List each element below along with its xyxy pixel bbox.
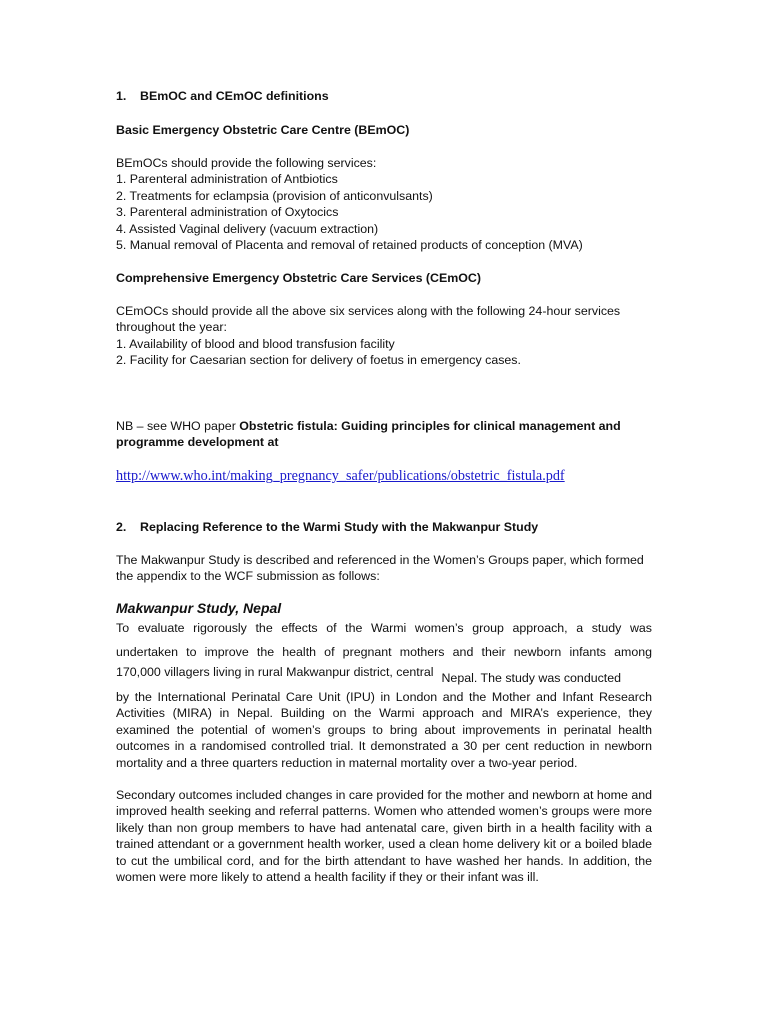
nb-note: [116, 418, 652, 451]
paragraph-line: To evaluate rigorously the effects of the Warmi women’s group approach, a study was: [116, 621, 652, 635]
study-paragraph-body: by the International Perinatal Care Unit (IPU) in London and the Mother and Infant Research Activities (MIRA) in Nepal. Building on the Warmi approach and MIRA’s experience, they examined the potential of women’s groups to bring about improvements in perinatal health outcomes in a randomised controlled trial. It demonstrated a 30 per cent reduction in newborn mortality and a three quarters reduction in maternal mortality over a two-year period.: [116, 690, 652, 770]
bemoc-intro: BEmOCs should provide the following services:: [116, 156, 377, 170]
cemoc-heading: Comprehensive Emergency Obstetric Care Services (CEmOC): [116, 271, 481, 285]
section-1-heading: [116, 88, 652, 104]
section-2-number: 2.: [116, 520, 127, 534]
section-2-intro: The Makwanpur Study is described and referenced in the Women’s Groups paper, which formed the appendix to the WCF submission as follows:: [116, 553, 644, 584]
section-1-title: BEmOC and CEmOC definitions: [140, 89, 329, 103]
cemoc-list: [116, 303, 652, 369]
who-paper-link[interactable]: http://www.who.int/making_pregnancy_safer/publications/obstetric_fistula.pdf: [116, 468, 565, 484]
paragraph-line: undertaken to improve the health of pregnant mothers and their newborn infants among: [116, 645, 652, 659]
list-item: 1. Parenteral administration of Antbiotics: [116, 172, 338, 187]
list-item: 4. Assisted Vaginal delivery (vacuum extraction): [116, 221, 379, 236]
list-item: 2. Treatments for eclampsia (provision of anticonvulsants): [116, 188, 433, 203]
secondary-outcomes-paragraph: Secondary outcomes included changes in care provided for the mother and newborn at home and improved health seeking and referral patterns. Women who attended women’s groups were more likely than non group members to have had antenatal care, given birth in a health facility with a trained attendant or a government health worker, used a clean home delivery kit or a boiled blade to cut the umbilical cord, and for the birth attendant to have washed her hands. In addition, the women were more likely to attend a health facility if they or their infant was ill.: [116, 788, 652, 885]
list-item: 2. Facility for Caesarian section for delivery of foetus in emergency cases.: [116, 353, 521, 368]
list-item: 1. Availability of blood and blood transfusion facility: [116, 336, 395, 351]
section-1-number: 1.: [116, 89, 127, 103]
study-title: Makwanpur Study, Nepal: [116, 600, 282, 616]
list-item: 3. Parenteral administration of Oxytocics: [116, 205, 339, 220]
cemoc-intro: CEmOCs should provide all the above six services along with the following 24-hour services throughout the year:: [116, 304, 621, 335]
bemoc-list: [116, 155, 652, 253]
paragraph-line-nepal: Nepal. The study was conducted: [441, 671, 622, 685]
nb-paper-title: Obstetric fistula: Guiding principles for clinical management and programme development at: [116, 419, 621, 450]
study-paragraph-lines: [116, 616, 652, 664]
section-2-heading: [116, 519, 652, 535]
section-2-title: Replacing Reference to the Warmi Study with the Makwanpur Study: [140, 520, 539, 534]
nb-prefix: NB – see WHO paper: [116, 419, 240, 433]
paragraph-line: [116, 664, 652, 685]
list-item: 5. Manual removal of Placenta and removal of retained products of conception (MVA): [116, 238, 583, 253]
paragraph-line-text: 170,000 villagers living in rural Makwanpur district, central: [116, 665, 434, 679]
bemoc-heading: Basic Emergency Obstetric Care Centre (BEmOC): [116, 123, 410, 137]
